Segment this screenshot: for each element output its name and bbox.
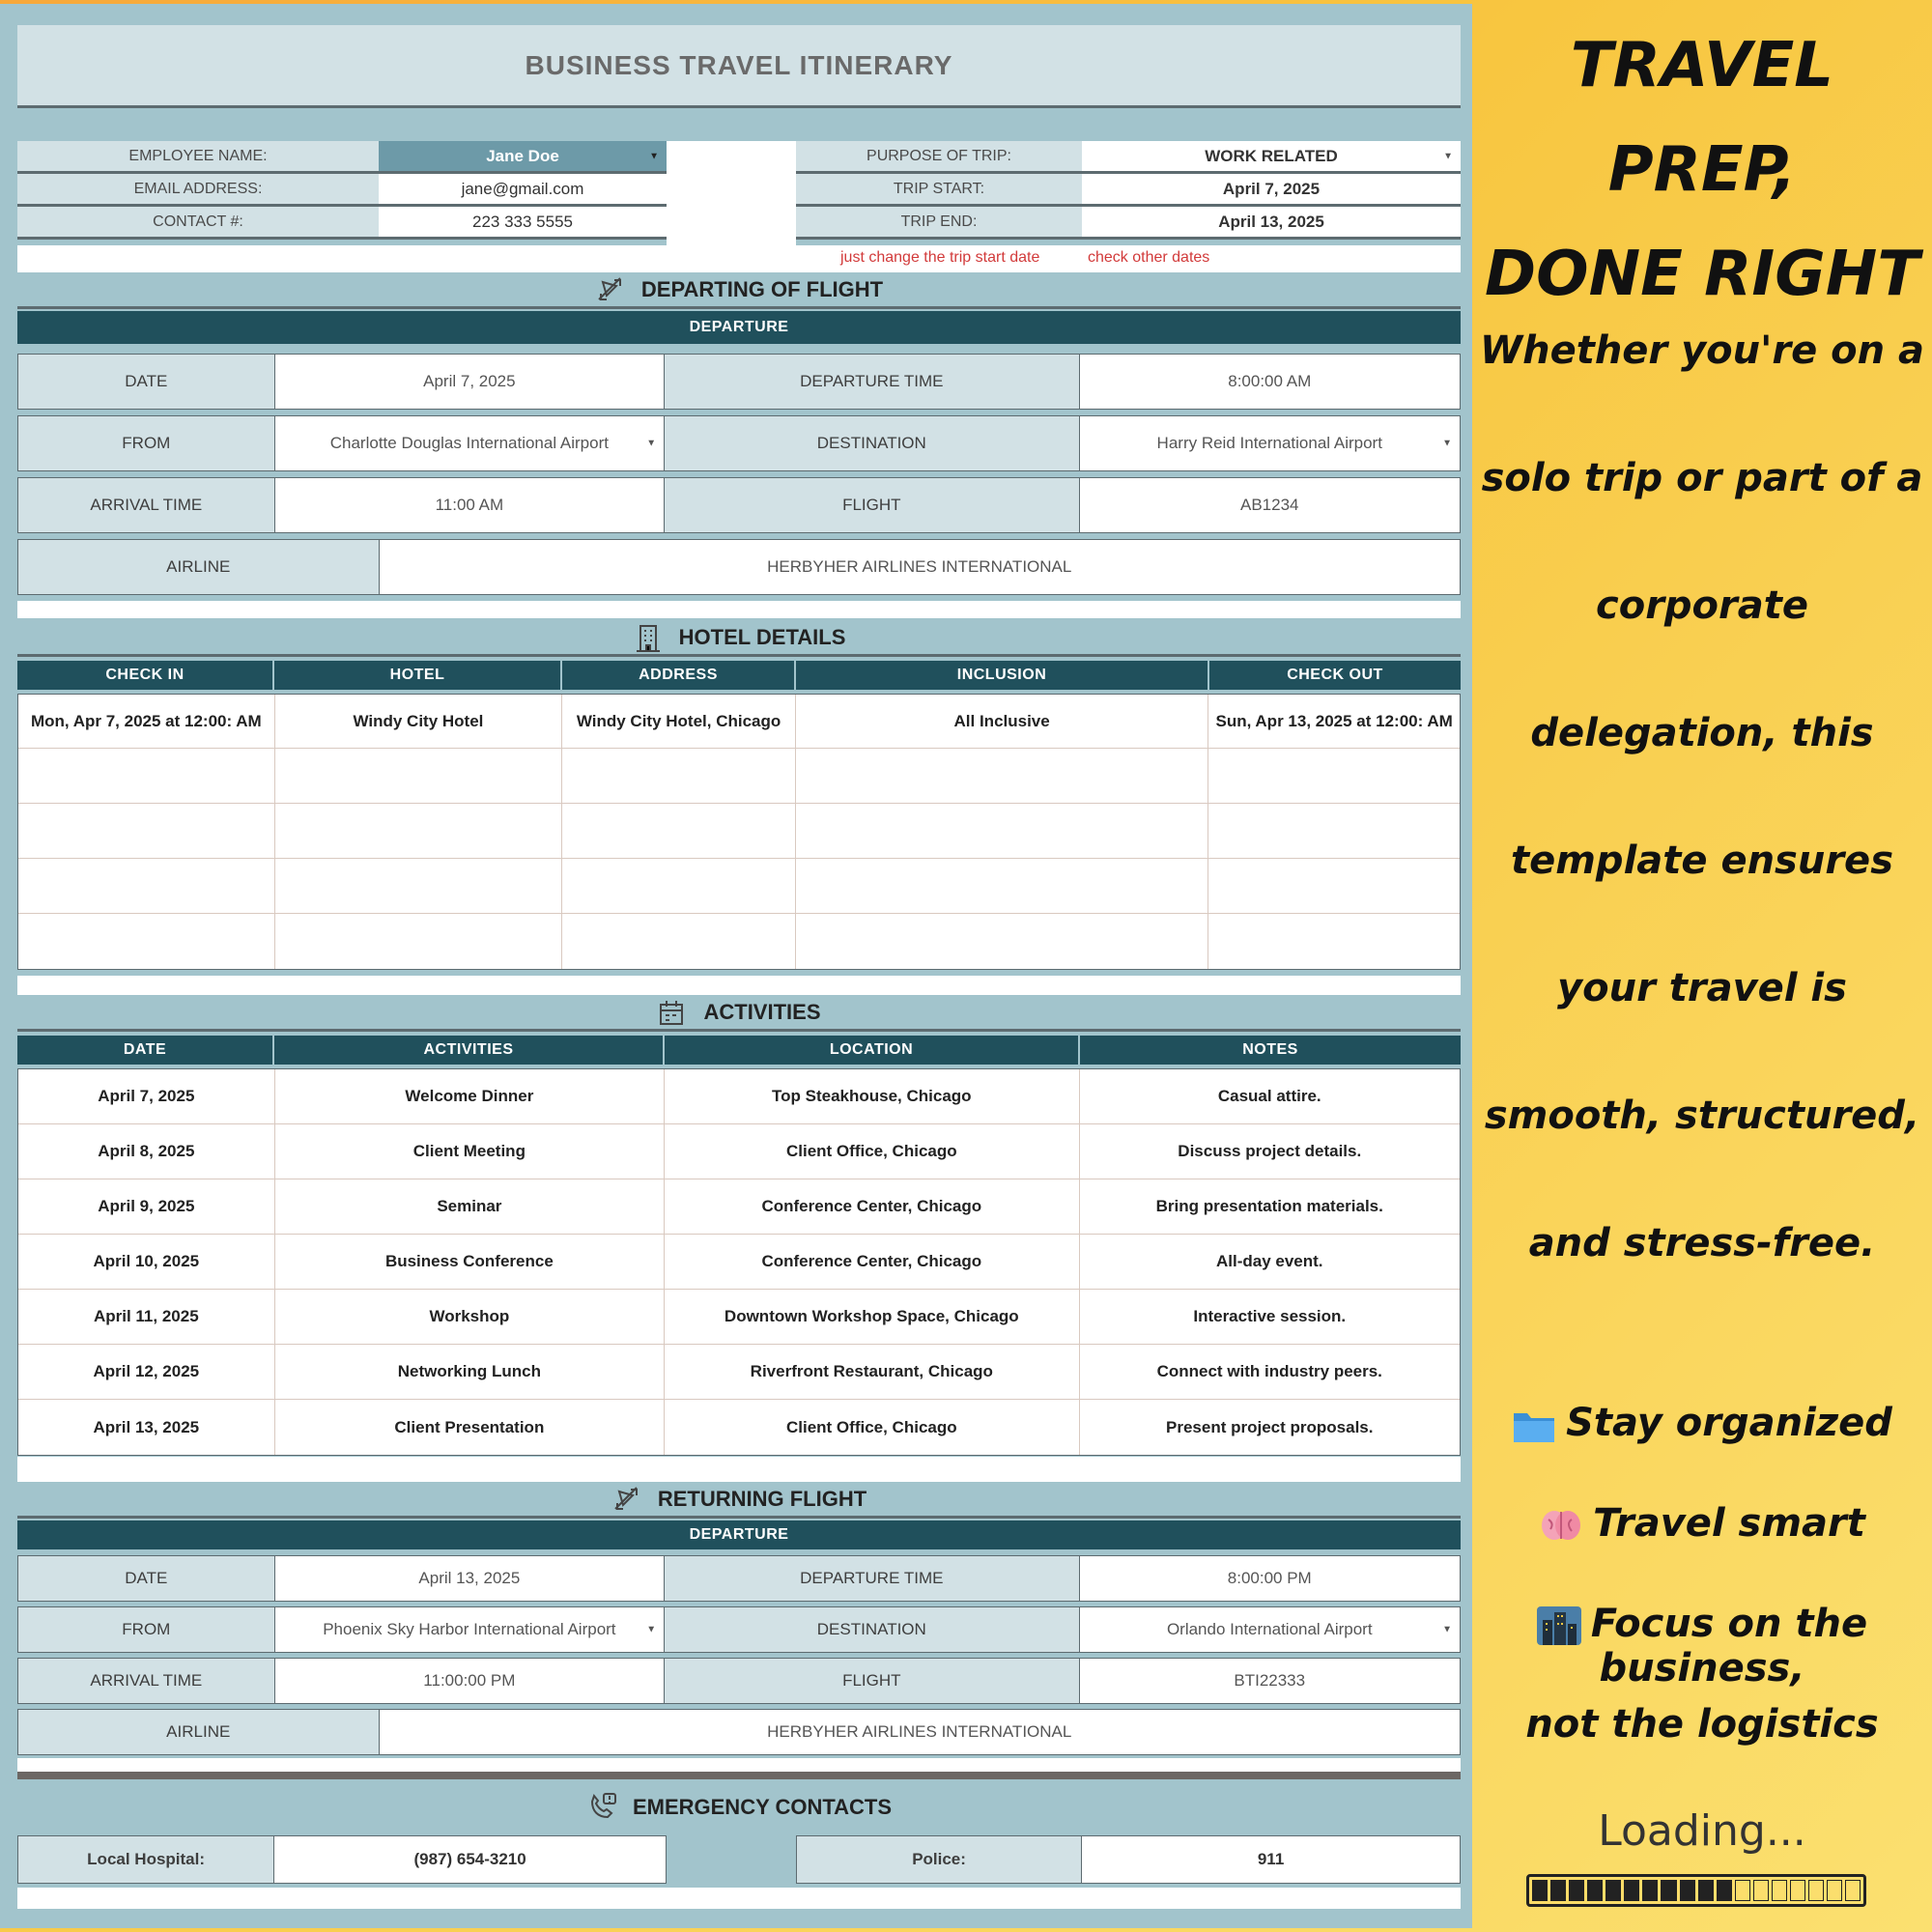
- table-cell[interactable]: [562, 749, 796, 803]
- table-cell[interactable]: [18, 914, 275, 969]
- returning-flight-table: [17, 1555, 1461, 1761]
- departing-section-header: [17, 272, 1461, 309]
- progress-segment: [1808, 1880, 1824, 1901]
- progress-segment: [1624, 1880, 1639, 1901]
- promo-line: smooth, structured,: [1484, 1094, 1920, 1138]
- table-row: [18, 1124, 1460, 1179]
- ret-arr-field[interactable]: 11:00:00 PM: [275, 1659, 665, 1703]
- table-row: [18, 1179, 1460, 1235]
- table-cell[interactable]: [1208, 804, 1460, 858]
- table-cell[interactable]: Windy City Hotel, Chicago: [562, 695, 796, 748]
- contact-field[interactable]: 223 333 5555: [379, 207, 667, 237]
- promo-title: [1472, 14, 1932, 327]
- dep-arr-field[interactable]: 11:00 AM: [275, 478, 665, 532]
- table-cell[interactable]: April 12, 2025: [18, 1345, 275, 1399]
- departing-row-airline: [17, 539, 1461, 595]
- bullet-organized: [1472, 1401, 1932, 1445]
- dep-time-field[interactable]: 8:00:00 AM: [1080, 355, 1460, 409]
- contact-row: [17, 207, 667, 240]
- table-row: [18, 1235, 1460, 1290]
- dep-flight-field[interactable]: AB1234: [1080, 478, 1460, 532]
- departing-row-from: [17, 415, 1461, 471]
- trip-start-label: TRIP START:: [796, 174, 1082, 204]
- ret-dest-label: DESTINATION: [665, 1607, 1079, 1652]
- loading-progress-bar: [1526, 1874, 1866, 1907]
- table-cell[interactable]: Workshop: [275, 1290, 665, 1344]
- dep-from-value: Charlotte Douglas International Airport: [329, 434, 609, 452]
- city-icon: [1537, 1606, 1581, 1645]
- progress-segment: [1605, 1880, 1621, 1901]
- table-row: [18, 1400, 1460, 1455]
- table-cell[interactable]: April 13, 2025: [18, 1400, 275, 1455]
- progress-segment: [1845, 1880, 1861, 1901]
- dep-arr-label: ARRIVAL TIME: [18, 478, 275, 532]
- table-cell[interactable]: [275, 749, 563, 803]
- table-cell[interactable]: [1208, 914, 1460, 969]
- page-title: BUSINESS TRAVEL ITINERARY: [17, 25, 1461, 108]
- emergency-section-header: [17, 1789, 1461, 1826]
- table-cell[interactable]: Mon, Apr 7, 2025 at 12:00: AM: [18, 695, 275, 748]
- promo-line: corporate: [1596, 583, 1808, 628]
- employee-name-row: [17, 141, 667, 174]
- progress-segment: [1735, 1880, 1750, 1901]
- dep-airline-field[interactable]: HERBYHER AIRLINES INTERNATIONAL: [380, 540, 1461, 594]
- returning-row-from: [17, 1606, 1461, 1653]
- progress-segment: [1661, 1880, 1676, 1901]
- hint-change-start: just change the trip start date: [840, 249, 1040, 266]
- spacer: [17, 1888, 1461, 1909]
- table-cell[interactable]: Client Meeting: [275, 1124, 665, 1179]
- dep-from-label: FROM: [18, 416, 275, 470]
- hotel-section-title: HOTEL DETAILS: [678, 624, 846, 649]
- progress-segment: [1680, 1880, 1695, 1901]
- ret-from-value: Phoenix Sky Harbor International Airport: [323, 1620, 616, 1638]
- dep-dest-select[interactable]: [1080, 416, 1460, 470]
- hotel-col-header: CHECK OUT: [1287, 667, 1383, 683]
- table-cell[interactable]: Present project proposals.: [1166, 1417, 1374, 1436]
- brain-icon: [1539, 1506, 1583, 1545]
- emergency-section-title: EMERGENCY CONTACTS: [632, 1795, 893, 1819]
- progress-segment: [1753, 1880, 1769, 1901]
- email-field[interactable]: jane@gmail.com: [379, 174, 667, 204]
- folder-icon: [1512, 1406, 1556, 1444]
- table-row: [18, 1345, 1460, 1400]
- employee-info: [17, 141, 667, 245]
- activities-table: [17, 1036, 1461, 1456]
- progress-segment: [1550, 1880, 1566, 1901]
- table-cell[interactable]: Downtown Workshop Space, Chicago: [665, 1290, 1079, 1344]
- hotel-col-header: CHECK IN: [17, 661, 274, 690]
- table-cell[interactable]: [18, 859, 275, 913]
- ret-date-field[interactable]: April 13, 2025: [275, 1556, 665, 1601]
- police-label: Police:: [797, 1836, 1082, 1883]
- trip-start-field[interactable]: April 7, 2025: [1082, 174, 1461, 204]
- table-cell[interactable]: Client Presentation: [275, 1400, 665, 1455]
- hospital-label: Local Hospital:: [18, 1836, 274, 1883]
- table-cell[interactable]: [275, 914, 563, 969]
- ret-flight-label: FLIGHT: [665, 1659, 1079, 1703]
- returning-row-date: [17, 1555, 1461, 1602]
- employee-name-label: EMPLOYEE NAME:: [17, 141, 379, 171]
- trip-end-label: TRIP END:: [796, 207, 1082, 237]
- table-cell[interactable]: [1208, 749, 1460, 803]
- hotel-col-header: ADDRESS: [562, 661, 796, 690]
- email-label: EMAIL ADDRESS:: [17, 174, 379, 204]
- table-cell[interactable]: [796, 749, 1208, 803]
- table-cell[interactable]: Welcome Dinner: [275, 1069, 665, 1123]
- email-row: [17, 174, 667, 207]
- progress-segment: [1827, 1880, 1842, 1901]
- table-cell[interactable]: Conference Center, Chicago: [665, 1235, 1079, 1289]
- promo-line: Whether you're on a: [1479, 328, 1925, 373]
- bullet-text: Stay organized: [1566, 1401, 1892, 1445]
- table-cell[interactable]: [275, 804, 563, 858]
- promo-line: solo trip or part of a: [1481, 456, 1923, 500]
- chevron-down-icon[interactable]: ▼: [1442, 1624, 1452, 1635]
- table-row: [18, 859, 1460, 914]
- chevron-down-icon[interactable]: ▼: [646, 1624, 657, 1635]
- table-cell[interactable]: Seminar: [275, 1179, 665, 1234]
- table-cell[interactable]: Conference Center, Chicago: [665, 1179, 1079, 1234]
- ret-airline-field[interactable]: HERBYHER AIRLINES INTERNATIONAL: [380, 1710, 1461, 1754]
- itinerary-sheet: [0, 4, 1472, 1928]
- dep-from-select[interactable]: [275, 416, 665, 470]
- loading-label: Loading...: [1598, 1806, 1806, 1856]
- ret-from-label: FROM: [18, 1607, 275, 1652]
- returning-section-header: [17, 1482, 1461, 1519]
- table-cell[interactable]: Riverfront Restaurant, Chicago: [665, 1345, 1079, 1399]
- airplane-icon: [611, 1484, 642, 1515]
- activities-col-header: DATE: [17, 1036, 274, 1065]
- employee-name-select[interactable]: [379, 141, 667, 171]
- departing-flight-table: [17, 354, 1461, 601]
- returning-section-title: RETURNING FLIGHT: [657, 1486, 867, 1511]
- table-cell[interactable]: [796, 914, 1208, 969]
- table-cell[interactable]: Connect with industry peers.: [1156, 1362, 1382, 1380]
- table-cell[interactable]: Business Conference: [275, 1235, 665, 1289]
- promo-title-line: DONE RIGHT: [1485, 239, 1919, 310]
- ret-dest-select[interactable]: [1080, 1607, 1460, 1652]
- hotel-table: [17, 661, 1461, 970]
- ret-time-field[interactable]: 8:00:00 PM: [1080, 1556, 1460, 1601]
- progress-segment: [1717, 1880, 1732, 1901]
- trip-end-row: [796, 207, 1461, 240]
- activities-table-body: [17, 1068, 1461, 1456]
- trip-end-field[interactable]: April 13, 2025: [1082, 207, 1461, 237]
- calendar-icon: [657, 997, 688, 1028]
- chevron-down-icon[interactable]: ▼: [649, 151, 659, 161]
- phone-alert-icon: [586, 1792, 617, 1823]
- purpose-value: WORK RELATED: [1205, 146, 1338, 165]
- progress-segment: [1587, 1880, 1603, 1901]
- activities-col-header: ACTIVITIES: [274, 1036, 665, 1065]
- table-cell[interactable]: [562, 804, 796, 858]
- divider: [17, 1758, 1461, 1779]
- table-cell[interactable]: [18, 749, 275, 803]
- table-cell[interactable]: Bring presentation materials.: [1155, 1197, 1383, 1215]
- table-cell[interactable]: Client Office, Chicago: [665, 1400, 1079, 1455]
- hint-strip: [17, 245, 1461, 272]
- progress-segment: [1642, 1880, 1658, 1901]
- table-cell[interactable]: [275, 859, 563, 913]
- table-row: [18, 804, 1460, 859]
- table-row: [18, 695, 1460, 749]
- activities-col-header: LOCATION: [665, 1036, 1080, 1065]
- promo-line: delegation, this: [1530, 711, 1874, 755]
- bullet-business: [1472, 1602, 1932, 1690]
- dep-date-field[interactable]: April 7, 2025: [275, 355, 665, 409]
- promo-title-line: TRAVEL PREP,: [1570, 30, 1834, 206]
- departing-row-arrival: [17, 477, 1461, 533]
- table-row: [18, 1290, 1460, 1345]
- spacer: [17, 601, 1461, 618]
- promo-line: and stress-free.: [1528, 1221, 1876, 1265]
- building-icon: [633, 622, 664, 653]
- returning-row-arrival: [17, 1658, 1461, 1704]
- table-cell[interactable]: Client Office, Chicago: [665, 1124, 1079, 1179]
- contact-label: CONTACT #:: [17, 207, 379, 237]
- ret-arr-label: ARRIVAL TIME: [18, 1659, 275, 1703]
- activities-section-header: [17, 995, 1461, 1032]
- table-cell[interactable]: April 7, 2025: [18, 1069, 275, 1123]
- info-gap: [667, 141, 796, 245]
- return-departure-bar: DEPARTURE: [17, 1520, 1461, 1549]
- activities-table-header: [17, 1036, 1461, 1065]
- ret-flight-field[interactable]: BTI22333: [1080, 1659, 1460, 1703]
- trip-info: [796, 141, 1461, 245]
- dep-date-label: DATE: [18, 355, 275, 409]
- table-cell[interactable]: All Inclusive: [796, 695, 1208, 748]
- police-phone[interactable]: 911: [1082, 1836, 1460, 1883]
- table-cell[interactable]: [562, 914, 796, 969]
- table-cell[interactable]: April 11, 2025: [18, 1290, 275, 1344]
- purpose-row: [796, 141, 1461, 174]
- promo-panel: [1472, 0, 1932, 1932]
- table-cell[interactable]: Discuss project details.: [1178, 1142, 1362, 1160]
- table-cell[interactable]: Top Steakhouse, Chicago: [665, 1069, 1079, 1123]
- dep-time-label: DEPARTURE TIME: [665, 355, 1079, 409]
- ret-from-select[interactable]: [275, 1607, 665, 1652]
- ret-dest-value: Orlando International Airport: [1166, 1620, 1373, 1638]
- activities-section-title: ACTIVITIES: [703, 999, 821, 1024]
- progress-segment: [1532, 1880, 1548, 1901]
- ret-airline-label: AIRLINE: [18, 1710, 380, 1754]
- hospital-row: [17, 1835, 667, 1884]
- bullet-business-cont: not the logistics: [1525, 1702, 1879, 1747]
- employee-name-value: Jane Doe: [486, 146, 559, 165]
- purpose-label: PURPOSE OF TRIP:: [796, 141, 1082, 171]
- table-cell[interactable]: [18, 804, 275, 858]
- table-cell[interactable]: April 10, 2025: [18, 1235, 275, 1289]
- spacer: [17, 1457, 1461, 1482]
- hotel-section-header: [17, 620, 1461, 657]
- table-cell[interactable]: Networking Lunch: [275, 1345, 665, 1399]
- table-cell[interactable]: April 8, 2025: [18, 1124, 275, 1179]
- police-row: [796, 1835, 1461, 1884]
- progress-segment: [1569, 1880, 1584, 1901]
- returning-row-airline: [17, 1709, 1461, 1755]
- hospital-phone[interactable]: (987) 654-3210: [274, 1836, 666, 1883]
- trip-start-row: [796, 174, 1461, 207]
- hint-check-dates: check other dates: [1088, 249, 1210, 266]
- table-cell[interactable]: All-day event.: [1215, 1252, 1323, 1270]
- table-cell[interactable]: Sun, Apr 13, 2025 at 12:00: AM: [1215, 711, 1453, 730]
- table-cell[interactable]: [796, 859, 1208, 913]
- spacer: [17, 976, 1461, 995]
- hotel-col-header: INCLUSION: [796, 661, 1209, 690]
- ret-date-label: DATE: [18, 1556, 275, 1601]
- table-cell[interactable]: [1208, 859, 1460, 913]
- hotel-table-header: [17, 661, 1461, 690]
- bullet-smart: [1472, 1501, 1932, 1546]
- table-cell[interactable]: [796, 804, 1208, 858]
- progress-segment: [1772, 1880, 1787, 1901]
- dep-airline-label: AIRLINE: [18, 540, 380, 594]
- table-cell[interactable]: Interactive session.: [1193, 1307, 1347, 1325]
- progress-segment: [1698, 1880, 1714, 1901]
- airplane-icon: [595, 274, 626, 305]
- promo-line: your travel is: [1557, 966, 1847, 1010]
- purpose-select[interactable]: [1082, 141, 1461, 171]
- chevron-down-icon[interactable]: ▼: [1443, 151, 1453, 161]
- table-row: [18, 749, 1460, 804]
- progress-segment: [1790, 1880, 1805, 1901]
- hotel-col-header: HOTEL: [274, 661, 562, 690]
- departing-section-title: DEPARTING OF FLIGHT: [640, 276, 884, 301]
- table-cell[interactable]: [562, 859, 796, 913]
- hotel-table-body: [17, 694, 1461, 970]
- table-row: [18, 914, 1460, 969]
- departing-row-date: [17, 354, 1461, 410]
- dep-dest-value: Harry Reid International Airport: [1156, 434, 1382, 452]
- dep-dest-label: DESTINATION: [665, 416, 1079, 470]
- bullet-text: Travel smart: [1593, 1501, 1865, 1546]
- table-cell[interactable]: April 9, 2025: [18, 1179, 275, 1234]
- dep-flight-label: FLIGHT: [665, 478, 1079, 532]
- table-cell[interactable]: Casual attire.: [1217, 1087, 1321, 1105]
- ret-time-label: DEPARTURE TIME: [665, 1556, 1079, 1601]
- departure-bar: DEPARTURE: [17, 311, 1461, 344]
- chevron-down-icon[interactable]: ▼: [1442, 438, 1452, 449]
- bullet-text: Focus on the business,: [1590, 1602, 1868, 1690]
- activities-col-header: NOTES: [1242, 1041, 1298, 1058]
- table-cell[interactable]: Windy City Hotel: [275, 695, 563, 748]
- table-row: [18, 1069, 1460, 1124]
- chevron-down-icon[interactable]: ▼: [646, 438, 657, 449]
- promo-line: template ensures: [1511, 838, 1893, 883]
